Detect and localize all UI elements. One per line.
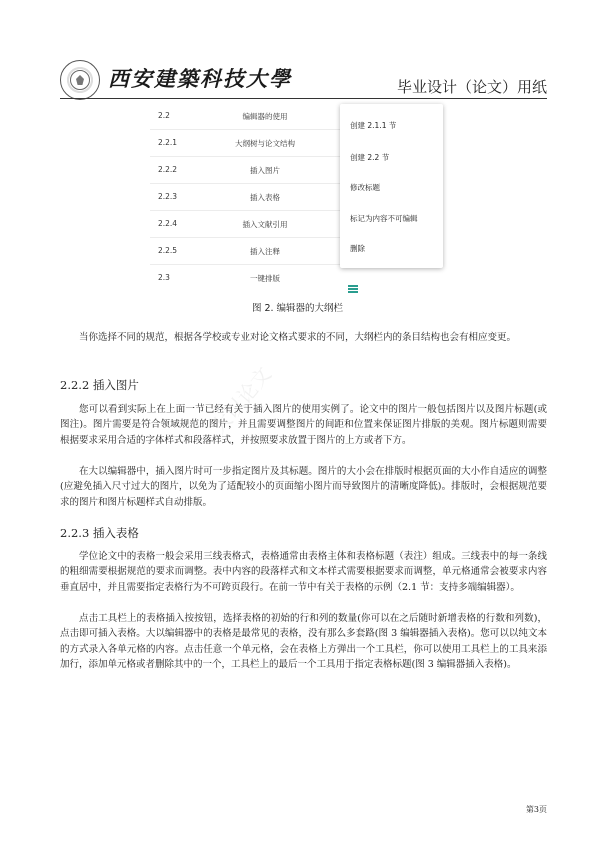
outline-row-number: 2.3	[158, 273, 170, 282]
header-divider	[60, 98, 547, 99]
outline-row-number: 2.2.2	[158, 165, 178, 174]
outline-row[interactable]	[150, 156, 340, 184]
list-icon[interactable]	[348, 285, 358, 293]
page-number: 第3页	[525, 805, 547, 814]
university-seal-icon	[60, 60, 100, 100]
menu-item-create-2-2[interactable]: 创建 2.2 节	[350, 153, 390, 162]
section-heading-2-2-2: 2.2.2 插入图片	[60, 378, 139, 392]
menu-item-delete[interactable]: 删除	[350, 244, 365, 253]
outline-row-label: 插入文献引用	[242, 220, 288, 229]
outline-row-number: 2.2	[158, 111, 170, 120]
outline-row-label: 插入图片	[250, 166, 280, 175]
outline-row[interactable]	[150, 210, 340, 238]
outline-row-label: 一键排版	[250, 274, 280, 283]
outline-row-number: 2.2.4	[158, 219, 178, 228]
outline-row-number: 2.2.3	[158, 192, 178, 201]
menu-item-create-2-1-1[interactable]: 创建 2.1.1 节	[350, 121, 397, 130]
outline-row[interactable]	[150, 102, 340, 130]
university-name: 西安建築科技大學	[108, 66, 292, 91]
outline-row-label: 插入注释	[250, 247, 280, 256]
paragraph: 您可以看到实际上在上面一节已经有关于插入图片的使用实例了。论文中的图片一般包括图片以及图片标题(或图注)。图片需要是符合领域规范的图片，并且需要调整图片的间距和位置来保证图片排版的美观。图片标题则需要根据要求采用合适的字体样式和段落样式，并按照要求放置于图片的上方或者下方。	[60, 404, 547, 446]
outline-row-label: 编辑器的使用	[242, 112, 288, 121]
watermark: 大以论文	[206, 362, 277, 439]
outline-figure	[150, 102, 445, 298]
outline-row-label: 大纲树与论文结构	[235, 139, 295, 148]
outline-row-number: 2.2.1	[158, 138, 178, 147]
menu-item-rename[interactable]: 修改标题	[350, 183, 380, 192]
outline-row[interactable]	[150, 237, 340, 265]
paragraph: 在大以编辑器中，插入图片时可一步指定图片及其标题。图片的大小会在排版时根据页面的大小作自适应的调整(应避免插入尺寸过大的图片，以免为了适配较小的页面缩小图片而导致图片的清晰度降低)。排版时，会根据规范要求的图片和图片标题样式自动排版。	[60, 466, 547, 508]
page-header	[60, 54, 547, 98]
outline-row[interactable]	[150, 183, 340, 211]
section-heading-2-2-3: 2.2.3 插入表格	[60, 526, 139, 540]
header-title: 毕业设计（论文）用纸	[396, 78, 547, 96]
context-menu	[340, 104, 443, 268]
paragraph: 点击工具栏上的表格插入按按钮，选择表格的初始的行和列的数量(你可以在之后随时新增表格的行数和列数)，点击即可插入表格。大以编辑器中的表格是最常见的表格，没有那么多套路(图 3 编辑器插入表格)。您可以以纯文本的方式录入各单元格的内容。点击任意一个单元格，会在表格上方弹出一个工具栏，你可以使用工具栏上的工具来添加行，添加单元格或者删除其中的一个，工具栏上的最后一个工具用于指定表格标题(图 3 编辑器插入表格)。	[60, 613, 547, 670]
outline-row[interactable]	[150, 129, 340, 157]
outline-row-number: 2.2.5	[158, 246, 178, 255]
outline-row-label: 插入表格	[250, 193, 280, 202]
figure-caption: 图 2. 编辑器的大纲栏	[251, 303, 344, 314]
menu-item-mark-readonly[interactable]: 标记为内容不可编辑	[350, 214, 418, 223]
paragraph: 当你选择不同的规范，根据各学校或专业对论文格式要求的不同，大纲栏内的条目结构也会有相应变更。	[79, 332, 517, 343]
outline-row[interactable]	[150, 264, 340, 291]
paragraph: 学位论文中的表格一般会采用三线表格式，表格通常由表格主体和表格标题（表注）组成。三线表中的每一条线的粗细需要根据规范的要求而调整。表中内容的段落样式和文本样式需要根据要求而调整，单元格通常会被要求内容垂直居中，并且需要指定表格行为不可跨页段行。在前一节中有关于表格的示例（2.1 节：支持多端编辑器）。	[60, 551, 547, 593]
